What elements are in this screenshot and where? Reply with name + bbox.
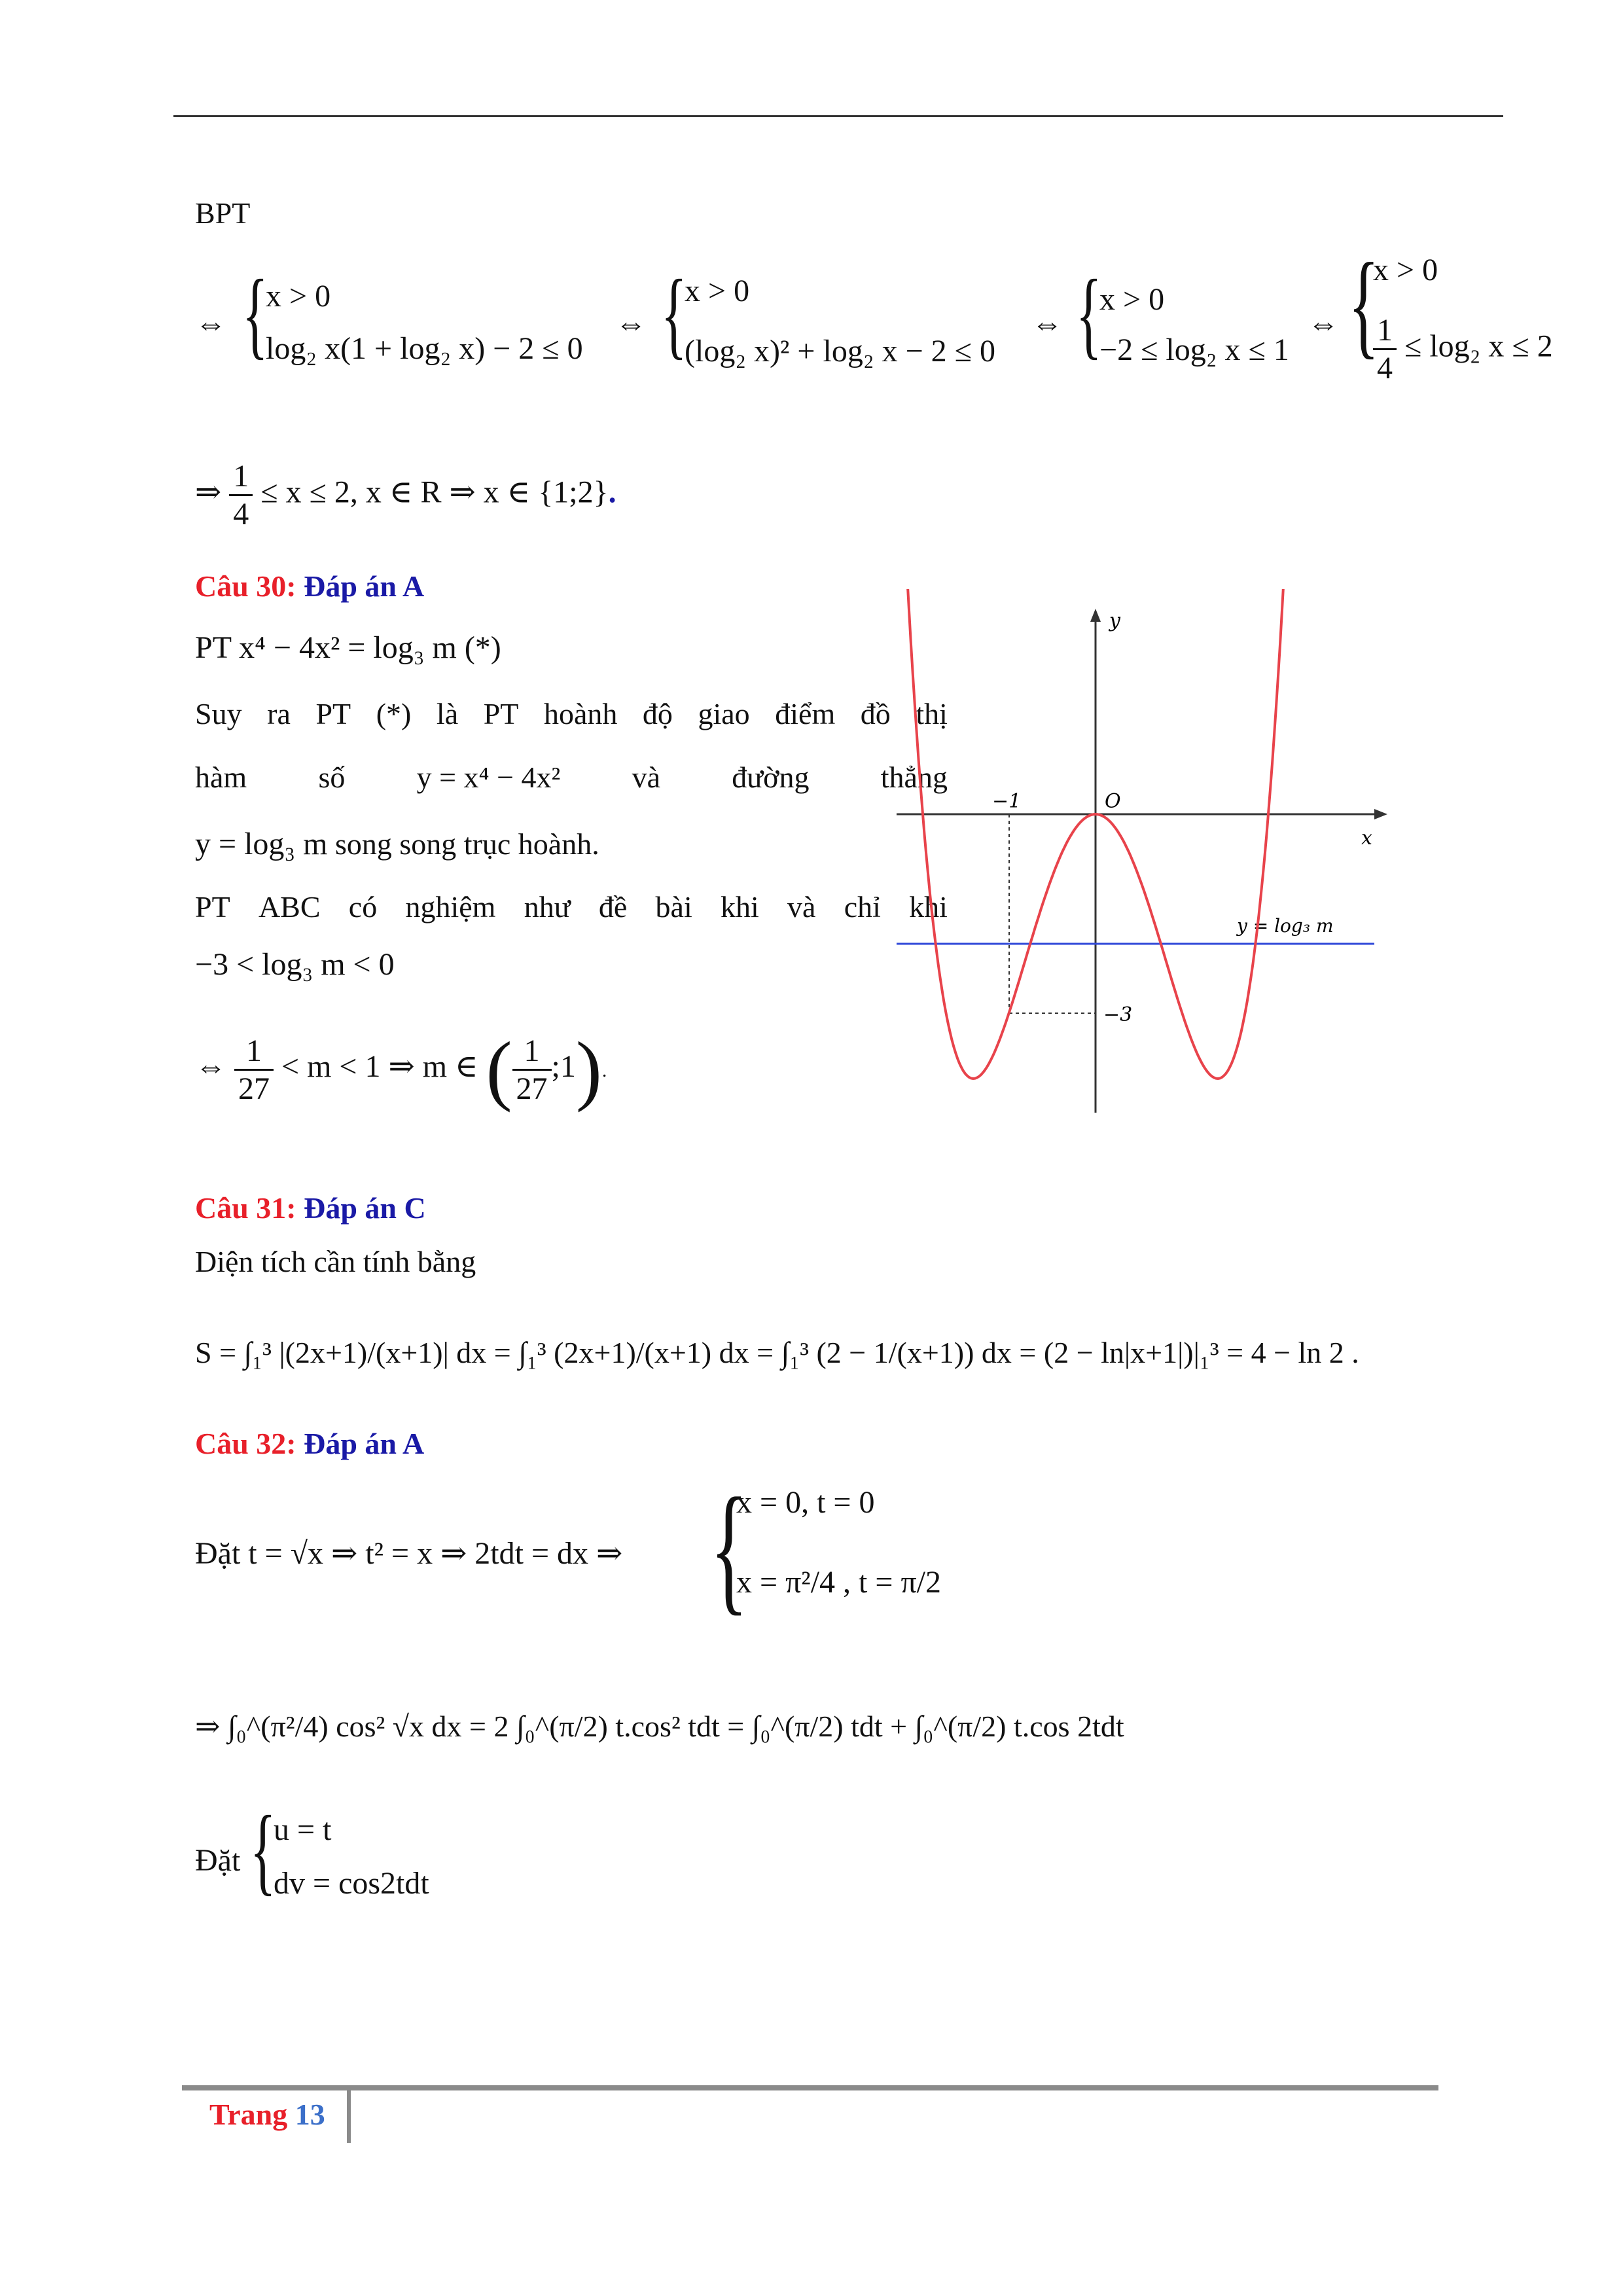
sol32-parts-line2: dv = cos2tdt: [274, 1866, 429, 1901]
footer-rule: [182, 2085, 1438, 2090]
sol32-bounds-line1: x = 0, t = 0: [736, 1485, 875, 1520]
sol30-text-line2: [195, 761, 948, 795]
left-brace: {: [242, 260, 268, 368]
word: chỉ: [844, 890, 881, 924]
sys2-line1: x > 0: [685, 274, 750, 308]
word: PT: [483, 697, 519, 730]
y-axis-label: y: [1109, 609, 1120, 632]
word: như: [524, 890, 571, 924]
y-axis-arrow: [1090, 609, 1101, 622]
word: Suy: [195, 697, 242, 730]
sol29-chain: [195, 239, 1569, 409]
word: là: [436, 697, 459, 730]
word: và: [787, 890, 816, 924]
word: ABC: [258, 890, 321, 924]
line-label: y = log₃ m: [1237, 915, 1334, 937]
iff-symbol: ⇔: [1031, 306, 1063, 341]
sys4-line1: x > 0: [1373, 253, 1438, 287]
left-brace: {: [661, 260, 687, 368]
sys1-line1: x > 0: [266, 279, 331, 314]
word: số: [318, 761, 346, 794]
word: điểm: [775, 697, 836, 730]
left-brace: {: [710, 1468, 749, 1628]
fraction: $\frac{1}{27}$: [234, 1033, 274, 1107]
tick-label-neg1: −1: [992, 790, 1022, 813]
word: đường: [732, 761, 810, 794]
word: và: [632, 761, 660, 794]
sol29-conclusion: ⇒ $\frac{1}{4}$ ≤ x ≤ 2, x ∈ R ⇒ x ∈ {1;2}.: [195, 459, 616, 531]
word: có: [348, 890, 378, 924]
left-brace: {: [250, 1796, 276, 1905]
sol32-parts-line1: u = t: [274, 1812, 332, 1847]
left-brace: {: [1348, 239, 1380, 369]
left-brace: {: [1076, 260, 1102, 368]
sol31-formula: S = ∫₁³ |(2x+1)/(x+1)| dx = ∫₁³ (2x+1)/(x+1) dx = ∫₁³ (2 − 1/(x+1)) dx = (2 − ln|x+1|)|₁³ = 4 − ln 2 .: [195, 1336, 1359, 1369]
footer-divider: [347, 2090, 351, 2143]
tick-label-neg3: −3: [1103, 1003, 1133, 1026]
word: ra: [267, 697, 291, 730]
iff-symbol: ⇔: [615, 306, 647, 341]
sys2-line2: (log₂ x)² + log₂ x − 2 ≤ 0: [685, 334, 995, 368]
footer-page-number: [209, 2098, 325, 2132]
sol32-parts-lead: Đặt: [195, 1843, 241, 1878]
word: bài: [655, 890, 692, 924]
word: khi: [909, 890, 948, 924]
word: thị: [916, 697, 948, 730]
sys3-line1: x > 0: [1099, 282, 1165, 317]
iff-symbol: ⇔: [1308, 306, 1339, 341]
sol30-text-line4: [195, 890, 948, 925]
page-number: 13: [294, 2098, 325, 2131]
sol31-heading: Câu 31: Đáp án C: [195, 1191, 426, 1225]
word: đề: [598, 890, 628, 924]
word: đồ: [860, 697, 891, 730]
origin-label: O: [1105, 790, 1121, 813]
sys1-line2: log₂ x(1 + log₂ x) − 2 ≤ 0: [266, 331, 583, 366]
x-axis-label: x: [1361, 827, 1372, 850]
sol32-substitution: Đặt t = √x ⇒ t² = x ⇒ 2tdt = dx ⇒: [195, 1536, 623, 1571]
sol30-text-line3: y = log₃ m song song trục hoành.: [195, 827, 599, 861]
sol32-integral: ⇒ ∫₀^(π²/4) cos² √x dx = 2 ∫₀^(π/2) t.cos² tdt = ∫₀^(π/2) tdt + ∫₀^(π/2) t.cos 2tdt: [195, 1710, 1124, 1743]
sys3-line2: −2 ≤ log₂ x ≤ 1: [1099, 332, 1289, 367]
fraction: $\frac{1}{27}$: [512, 1033, 552, 1107]
word: khi: [721, 890, 759, 924]
function-graph: [890, 589, 1414, 1113]
sol31-text: Diện tích cần tính bằng: [195, 1245, 476, 1278]
word: nghiệm: [405, 890, 496, 924]
sol32-bounds-line2: x = π²/4 , t = π/2: [736, 1565, 942, 1600]
sol30-final: ⇔ $\frac{1}{27}$ < m < 1 ⇒ m ∈ ( $\frac{1}{27}$ ;1).: [195, 1026, 607, 1113]
word: PT: [195, 890, 230, 924]
word: PT: [315, 697, 351, 730]
sol29-lead: BPT: [195, 196, 251, 230]
word: hàm: [195, 761, 247, 794]
sol30-text-line1: [195, 697, 948, 732]
sol30-equation: PT x⁴ − 4x² = log₃ m (*): [195, 630, 501, 665]
x-axis-arrow: [1374, 809, 1387, 819]
sol30-heading: Câu 30: Đáp án A: [195, 569, 425, 603]
sol30-inequality: −3 < log₃ m < 0: [195, 947, 395, 982]
page-label: Trang: [209, 2098, 288, 2131]
word: (*): [376, 697, 412, 730]
fraction: $\frac{1}{4}$: [1373, 312, 1397, 386]
sol32-heading: Câu 32: Đáp án A: [195, 1427, 425, 1460]
iff-symbol: ⇔: [195, 306, 226, 341]
word: hoành: [543, 697, 618, 730]
sys4-line2: $\frac{1}{4}$ ≤ log₂ x ≤ 2: [1373, 312, 1553, 386]
header-rule: [173, 115, 1503, 117]
word: giao: [698, 697, 750, 730]
word: y = x⁴ − 4x²: [416, 761, 561, 794]
word: thẳng: [880, 761, 948, 794]
word: độ: [642, 697, 673, 730]
fraction: $\frac{1}{4}$: [229, 458, 253, 532]
